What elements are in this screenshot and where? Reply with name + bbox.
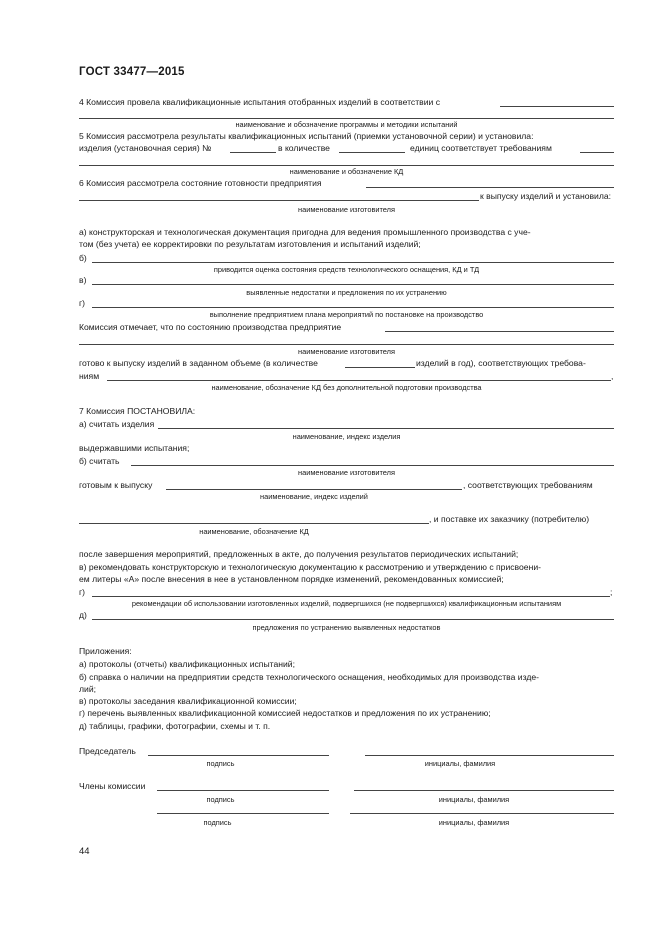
chairman-label: Председатель [79,746,136,756]
section-6-v-label: в) [79,275,87,285]
section-6-notes-text: Комиссия отмечает, что по состоянию производства предприятие [79,322,342,332]
section-5-caption: наименование и обозначение КД [289,167,404,176]
section-7-g-caption: рекомендации об использовании изготовленных изделий, подвергшихся (не подвергшихся) квалификационным испытаниям [131,599,562,608]
section-7-v-line-2: ем литеры «А» после внесения в нее в установленном порядке изменений, рекомендованных комиссией; [79,574,504,584]
section-5-number-line[interactable] [230,152,276,153]
appendix-item: г) перечень выявленных квалификационной комиссией недостатков и предложения по их устранению; [79,708,491,718]
document-header: ГОСТ 33477—2015 [79,66,185,78]
member-1-name-line[interactable] [354,790,614,791]
appendix-item: д) таблицы, графики, фотографии, схемы и т. п. [79,721,271,731]
section-5-quantity-line[interactable] [339,152,405,153]
appendix-title: Приложения: [79,646,132,656]
section-7-v-line-1: в) рекомендовать конструкторскую и технологическую документацию к рассмотрению и утверждению с присвоени- [79,562,541,572]
section-7-g-end: ; [610,587,613,597]
appendix-item: б) справка о наличии на предприятии средств технологического оснащения, необходимых для производства изде- [79,672,539,682]
member-2-name-line[interactable] [350,813,614,814]
page-number: 44 [79,846,90,857]
section-6-v-caption: выявленные недостатки и предложения по их устранению [246,288,447,297]
chairman-name-line[interactable] [365,755,614,756]
section-7-ready-end: , соответствующих требованиям [463,480,593,490]
member-1-name-caption: инициалы, фамилия [438,795,510,804]
section-6-b-label: б) [79,253,87,263]
section-7-a-line[interactable] [158,428,614,429]
section-6-v-line[interactable] [92,284,614,285]
section-5-requirements-label: единиц соответствует требованиям [410,143,552,153]
section-6-caption-manufacturer-2: наименование изготовителя [298,347,395,356]
members-label: Члены комиссии [79,781,146,791]
section-7-supply-line[interactable] [79,523,429,524]
section-4-text: 4 Комиссия провела квалификационные испытания отобранных изделий в соответствии с [79,97,440,107]
member-1-signature-line[interactable] [157,790,329,791]
member-1-signature-caption: подпись [206,795,235,804]
section-7-supply-caption: наименование, обозначение КД [199,527,309,536]
section-6-ready-text-3: ниям [79,371,100,381]
section-7-a-caption: наименование, индекс изделия [292,432,401,441]
section-7-d-label: д) [79,610,87,620]
section-7-a-end: выдержавшими испытания; [79,443,190,453]
section-5-items-label: изделия (установочная серия) № [79,143,212,153]
section-6-ready-quantity-line[interactable] [345,367,415,368]
section-6-text: 6 Комиссия рассмотрела состояние готовности предприятия [79,178,322,188]
section-6-ready-text-2: изделий в год), соответствующих требова- [416,358,586,368]
section-6-ready-line[interactable] [107,380,611,381]
section-7-title: 7 Комиссия ПОСТАНОВИЛА: [79,406,196,416]
section-6-notes-line[interactable] [385,331,614,332]
section-6-enterprise-line[interactable] [366,187,614,188]
section-7-g-label: г) [79,587,85,597]
section-7-b-caption: наименование изготовителя [298,468,395,477]
appendix-item: в) протоколы заседания квалификационной комиссии; [79,696,297,706]
appendix-item: а) протоколы (отчеты) квалификационных испытаний; [79,659,295,669]
section-7-d-line[interactable] [92,619,614,620]
section-7-ready-text: готовым к выпуску [79,480,153,490]
appendix-item: лий; [79,684,97,694]
section-5-requirements-line[interactable] [580,152,614,153]
member-2-signature-caption: подпись [203,818,232,827]
section-6-readiness-text: к выпуску изделий и установила: [480,191,612,201]
section-6-caption-manufacturer: наименование изготовителя [298,205,395,214]
member-2-signature-line[interactable] [157,813,329,814]
section-4-fill-line[interactable] [500,106,614,107]
section-5-text: 5 Комиссия рассмотрела результаты квалификационных испытаний (приемки установочной серии) и установила: [79,131,534,141]
section-6-a-line-2: том (без учета) ее корректировки по результатам изготовления и испытаний изделий; [79,239,421,249]
section-6-ready-caption: наименование, обозначение КД без дополнительной подготовки производства [211,383,482,392]
section-6-g-line[interactable] [92,307,614,308]
section-7-after-text: после завершения мероприятий, предложенных в акте, до получения результатов периодических испытаний; [79,549,519,559]
section-6-b-line[interactable] [92,262,614,263]
section-7-g-line[interactable] [92,596,610,597]
chairman-name-caption: инициалы, фамилия [424,759,496,768]
chairman-signature-caption: подпись [206,759,235,768]
section-6-g-caption: выполнение предприятием плана мероприятий по постановке на производство [209,310,484,319]
section-6-g-label: г) [79,298,85,308]
chairman-signature-line[interactable] [148,755,329,756]
section-7-ready-line[interactable] [166,489,462,490]
section-5-fill-line[interactable] [79,165,614,166]
section-6-enterprise-line-2[interactable] [79,200,479,201]
member-2-name-caption: инициалы, фамилия [438,818,510,827]
section-6-ready-text-1: готово к выпуску изделий в заданном объеме (в количестве [79,358,318,368]
section-7-b-line[interactable] [131,465,614,466]
section-7-d-caption: предложения по устранению выявленных недостатков [252,623,441,632]
section-5-quantity-label: в количестве [278,143,330,153]
section-6-b-caption: приводится оценка состояния средств технологического оснащения, КД и ТД [213,265,480,274]
section-7-a-text: а) считать изделия [79,419,155,429]
section-7-b-text: б) считать [79,456,120,466]
section-7-ready-caption: наименование, индекс изделий [260,492,368,501]
section-4-fill-line-2[interactable] [79,118,614,119]
section-6-notes-line-2[interactable] [79,344,614,345]
section-7-supply-end: , и поставке их заказчику (потребителю) [429,514,590,524]
section-4-caption: наименование и обозначение программы и методики испытаний [235,120,458,129]
section-6-a-line-1: а) конструкторская и технологическая документация пригодна для ведения промышленного производства с уче- [79,227,531,237]
